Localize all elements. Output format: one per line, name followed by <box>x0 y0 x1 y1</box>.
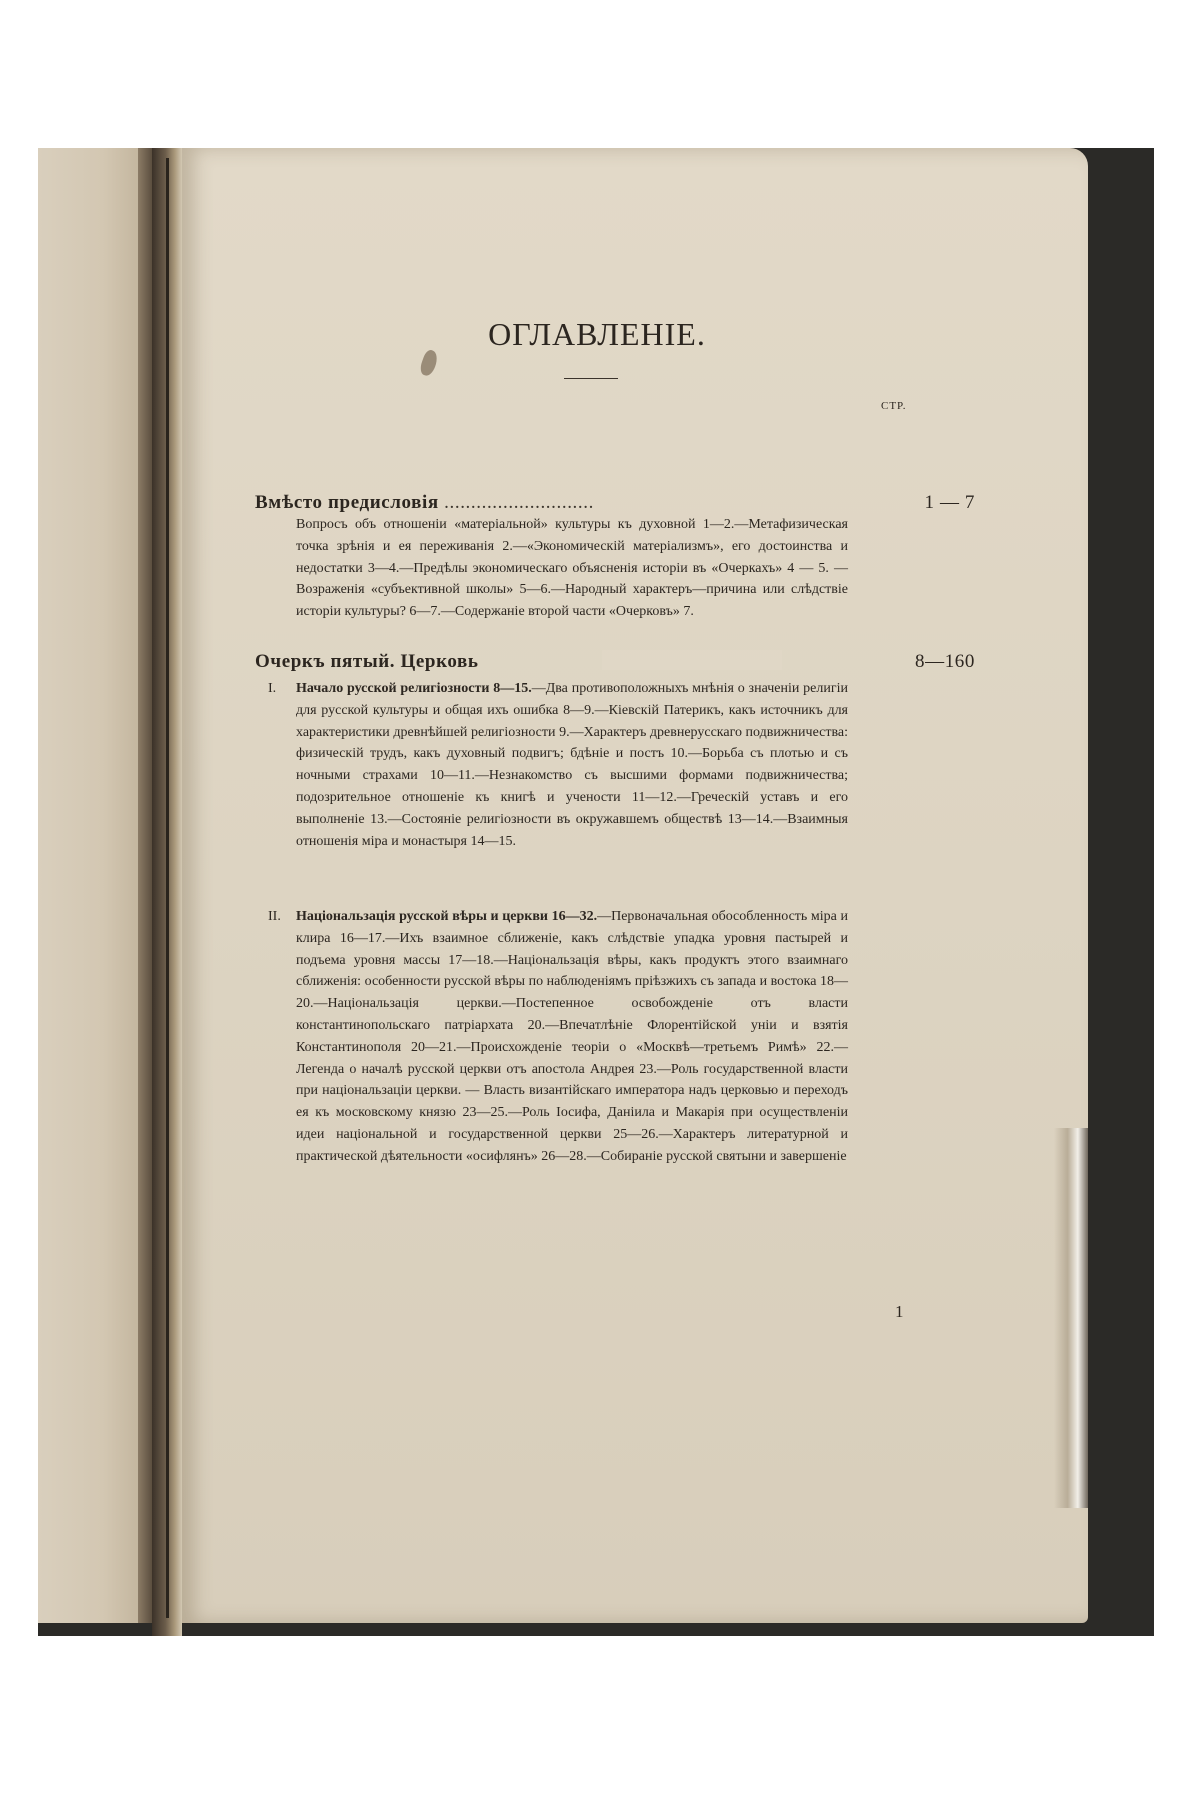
page-tear <box>1054 1128 1088 1508</box>
left-page-edge <box>138 148 152 1623</box>
toc-entry-foreword <box>255 492 975 514</box>
left-page-fragment <box>38 148 146 1623</box>
entry-title: Очеркъ пятый. Церковь <box>255 651 479 672</box>
section-body: —Первоначальная обособленность міра и клира 16—17.—Ихъ взаимное сближеніе, какъ слѣдствіе упадка уровня пастырей и подъема уровня массы 17—18.—Національзація вѣры, какъ продуктъ этого взаимнаго сближенія: особенности русской вѣры по наблюденіямъ пріѣзжихъ съ запада и востока 18—20.—Національзація церкви.—Постепенное освобожденіе отъ власти константинопольскаго патріархата 20.—Впечатлѣніе Флорентійской уніи и взятія Константинополя 20—21.—Происхожденіе теоріи о «Москвѣ—третьемъ Римѣ» 22.—Легенда о началѣ русской церкви отъ апостола Андрея 23.—Роль государственной власти при національзаціи церкви. — Власть византійскаго императора надъ церковью и переходъ ея къ московскому князю 23—25.—Роль Іосифа, Даніила и Макарія при осуществленіи идеи національной и государственной церкви 25—26.—Характеръ литературной и практической дѣятельности «осифлянъ» 26—28.—Собираніе русской святыни и завершеніе <box>296 909 848 1164</box>
section-text <box>296 906 848 1168</box>
entry-pages: 8—160 <box>915 651 975 672</box>
section-heading: Національзація русской вѣры и церкви 16—32. <box>296 909 598 924</box>
entry-title: Вмѣсто предисловія <box>255 492 439 513</box>
page-column-header: СТР. <box>881 400 907 412</box>
right-page <box>182 148 1088 1623</box>
page-title: ОГЛАВЛЕНІЕ. <box>488 316 706 352</box>
entry-leader-dots: ............................ <box>444 492 594 513</box>
spine-crack <box>166 158 169 1618</box>
faded-print-area <box>602 650 782 670</box>
section-numeral: I. <box>268 681 277 696</box>
section-1 <box>268 678 858 849</box>
section-body: —Два противоположныхъ мнѣнія о значеніи религіи для русской культуры и общая ихъ ошибка 8—9.—Кіевскій Патерикъ, какъ источникъ для характеристики древнѣйшей религіозности 9.—Характеръ древнерусскаго подвижничества: физическій трудъ, какъ духовный подвигъ; бдѣніе и постъ 10.—Борьба съ плотью и съ ночными страхами 10—11.—Незнакомство съ высшими формами подвижничества; подозрительное отношеніе къ книгѣ и учености 11—12.—Греческій уставъ и его выполненіе 13.—Состояніе религіозности въ окружавшемъ обществѣ 13—14.—Взаимныя отношенія міра и монастыря 14—15. <box>296 681 848 849</box>
section-text <box>296 678 848 852</box>
section-numeral: II. <box>268 909 281 924</box>
book-photo <box>38 148 1154 1636</box>
page-number: 1 <box>895 1302 904 1321</box>
section-heading: Начало русской религіозности 8—15. <box>296 681 532 696</box>
section-2 <box>268 906 858 1164</box>
entry-pages: 1 — 7 <box>924 492 975 513</box>
entry-description: Вопросъ объ отношеніи «матеріальной» культуры къ духовной 1—2.—Метафизическая точка зрѣнія и ея переживанія 2.—«Экономическій матеріализмъ», его достоинства и недостатки 3—4.—Предѣлы экономическаго объясненія исторіи въ «Очеркахъ» 4 — 5. — Возраженія «субъективной школы» 5—6.—Народный характеръ—причина или слѣдствіе исторіи культуры? 6—7.—Содержаніе второй части «Очерковъ» 7. <box>296 517 848 620</box>
title-rule <box>564 378 618 379</box>
